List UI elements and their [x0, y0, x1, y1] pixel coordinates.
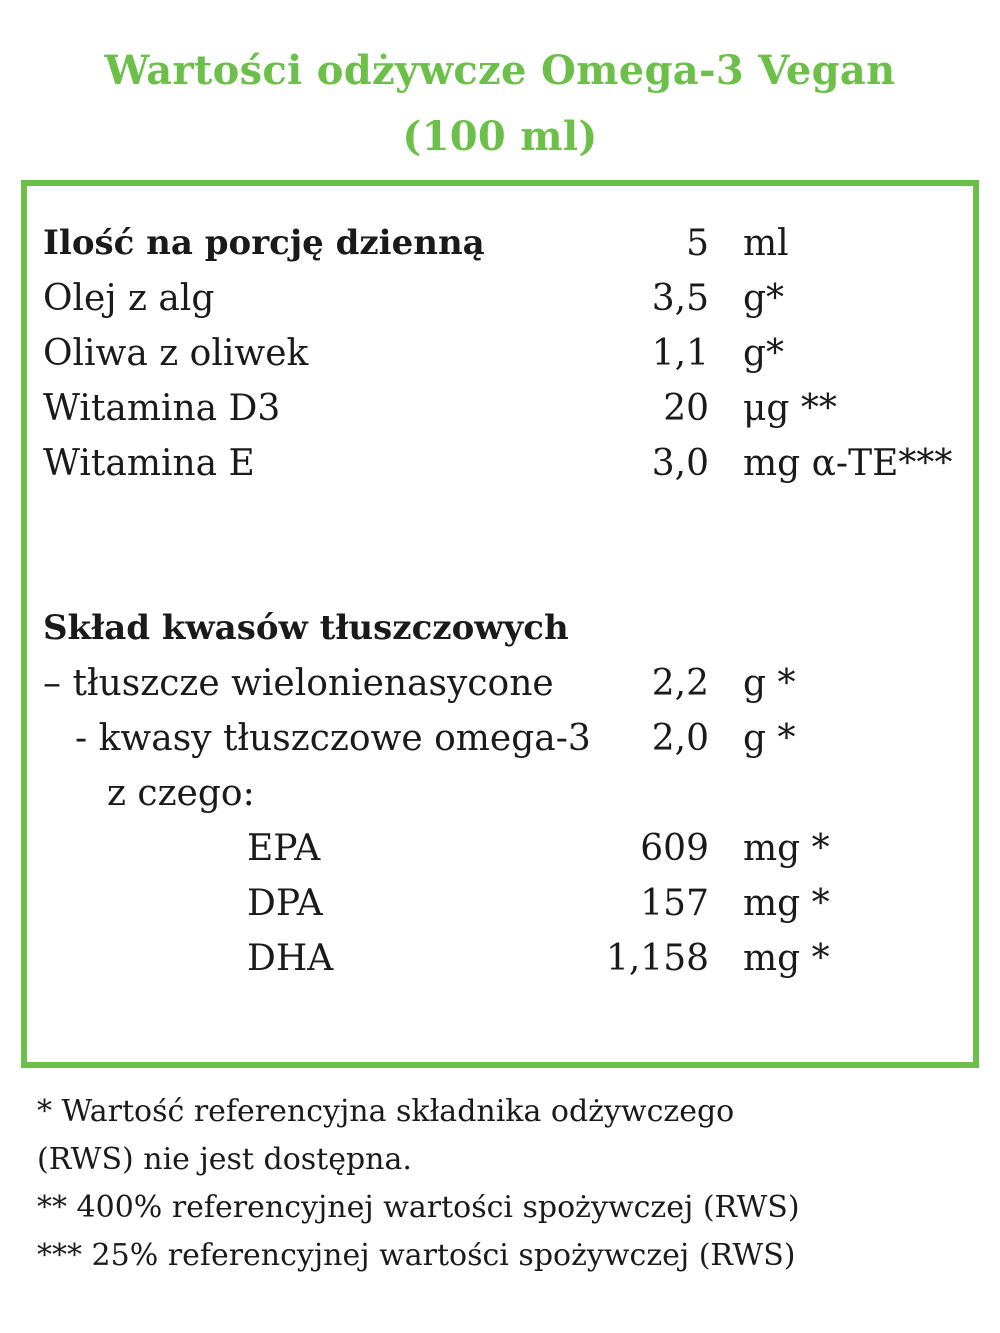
acid-label: DHA [247, 938, 334, 979]
ingredient-qty: 1,1 [651, 333, 709, 374]
acid-unit: mg * [743, 938, 830, 979]
footnote-1: * Wartość referencyjna składnika odżywczego [37, 1094, 735, 1129]
title-line-2: (100 ml) [402, 113, 598, 160]
page-title [0, 38, 1000, 170]
acid-unit: mg * [743, 828, 830, 869]
pufa-unit: g * [743, 663, 796, 704]
ingredient-unit: μg ** [743, 388, 837, 429]
ingredient-unit: g* [743, 333, 785, 374]
omega3-unit: g * [743, 718, 796, 759]
nutrition-table [21, 180, 979, 1068]
ingredient-unit: g* [743, 278, 785, 319]
ingredient-label: Witamina E [43, 443, 255, 484]
ingredient-qty: 3,0 [651, 443, 709, 484]
fatty-acids-heading: Skład kwasów tłuszczowych [43, 608, 569, 648]
pufa-qty: 2,2 [651, 663, 709, 704]
acid-qty: 157 [640, 883, 709, 924]
title-line-1: Wartości odżywcze Omega-3 Vegan [104, 47, 896, 94]
acid-unit: mg * [743, 883, 830, 924]
footnote-2: (RWS) nie jest dostępna. [37, 1142, 412, 1177]
serving-unit: ml [743, 223, 789, 264]
ingredient-qty: 20 [663, 388, 709, 429]
ingredient-unit: mg α-TE*** [743, 443, 953, 484]
acid-qty: 1,158 [605, 938, 709, 979]
ingredient-label: Oliwa z oliwek [43, 333, 309, 374]
footnote-4: *** 25% referencyjnej wartości spożywczej (RWS) [37, 1238, 796, 1273]
serving-qty: 5 [686, 223, 709, 264]
ingredient-label: Olej z alg [43, 278, 215, 319]
omega3-qty: 2,0 [651, 718, 709, 759]
ingredient-qty: 3,5 [651, 278, 709, 319]
pufa-label: – tłuszcze wielonienasycone [43, 663, 554, 704]
omega3-label: - kwasy tłuszczowe omega-3 [75, 718, 591, 759]
of-which-label: z czego: [107, 773, 255, 814]
footnotes [37, 1088, 977, 1280]
footnote-3: ** 400% referencyjnej wartości spożywczej (RWS) [37, 1190, 800, 1225]
acid-label: DPA [247, 883, 323, 924]
acid-qty: 609 [640, 828, 709, 869]
ingredient-label: Witamina D3 [43, 388, 281, 429]
acid-label: EPA [247, 828, 321, 869]
serving-label: Ilość na porcję dzienną [43, 223, 485, 263]
